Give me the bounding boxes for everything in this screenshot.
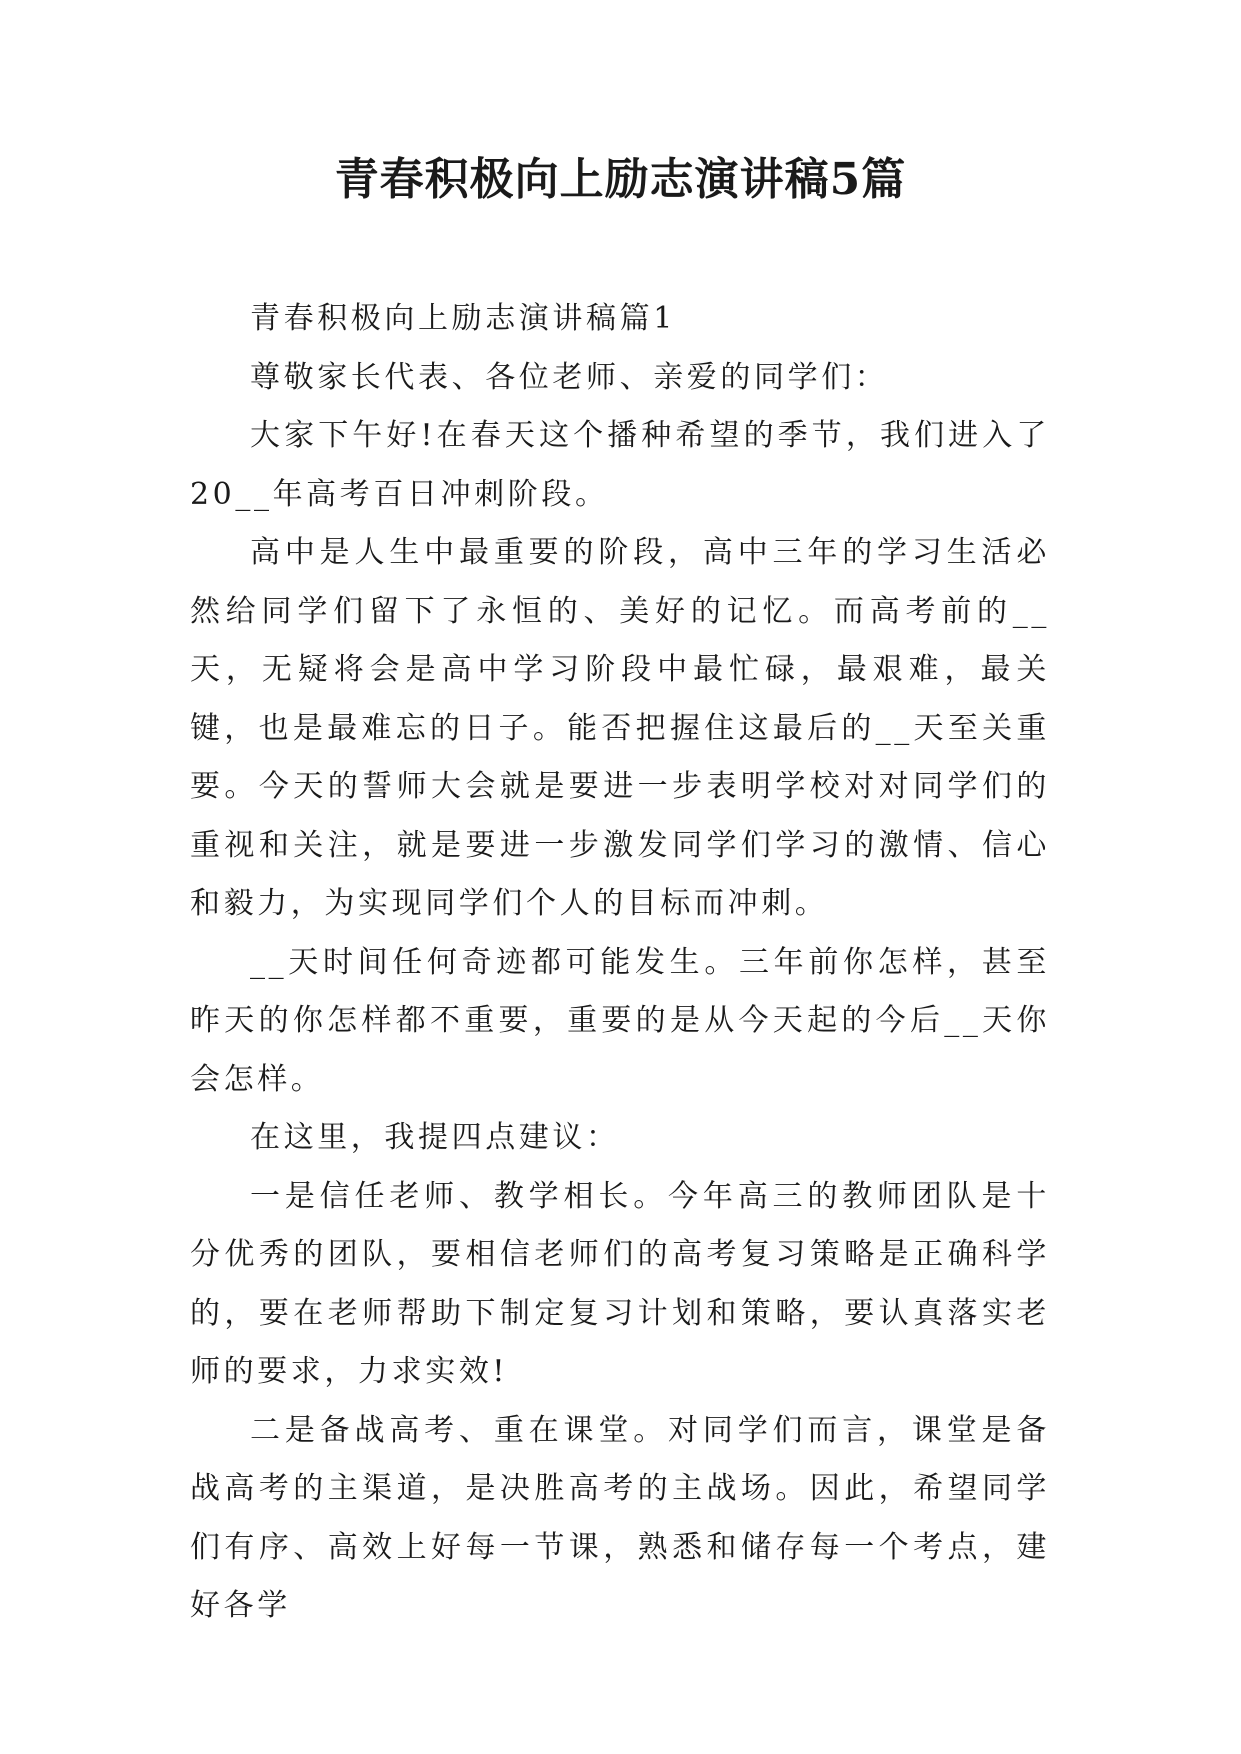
body-paragraph: 在这里，我提四点建议： xyxy=(250,1120,620,1155)
document-title: 青春积极向上励志演讲稿5篇 xyxy=(334,154,907,205)
body-paragraph: __天时间任何奇迹都可能发生。三年前你怎样，甚至昨天的你怎样都不重要，重要的是从今天起的今后__天你会怎样。 xyxy=(190,944,1050,1097)
section-heading: 青春积极向上励志演讲稿篇1 xyxy=(250,301,676,336)
body-paragraph: 一是信任老师、教学相长。今年高三的教师团队是十分优秀的团队，要相信老师们的高考复习策略是正确科学的，要在老师帮助下制定复习计划和策略，要认真落实老师的要求，力求实效! xyxy=(190,1178,1050,1389)
body-paragraph: 大家下午好!在春天这个播种希望的季节，我们进入了20__年高考百日冲刺阶段。 xyxy=(190,418,1050,512)
body-paragraph: 二是备战高考、重在课堂。对同学们而言，课堂是备战高考的主渠道，是决胜高考的主战场。因此，希望同学们有序、高效上好每一节课，熟悉和储存每一个考点，建好各学 xyxy=(190,1412,1050,1623)
body-paragraph: 高中是人生中最重要的阶段，高中三年的学习生活必然给同学们留下了永恒的、美好的记忆。而高考前的__天，无疑将会是高中学习阶段中最忙碌，最艰难，最关键，也是最难忘的日子。能否把握住这最后的__天至关重要。今天的誓师大会就是要进一步表明学校对对同学们的重视和关注，就是要进一步激发同学们学习的激情、信心和毅力，为实现同学们个人的目标而冲刺。 xyxy=(190,535,1050,921)
salutation: 尊敬家长代表、各位老师、亲爱的同学们： xyxy=(250,359,889,395)
document-body xyxy=(190,290,1050,1636)
